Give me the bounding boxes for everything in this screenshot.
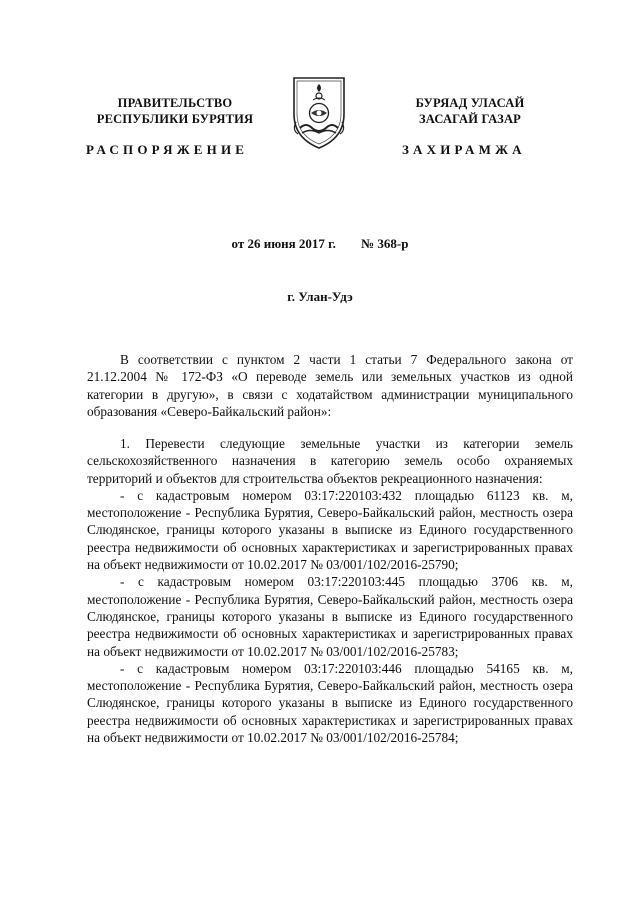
order-date: от 26 июня 2017 г. <box>231 236 336 251</box>
date-number-line <box>0 236 640 252</box>
issuer-buryat-line-1: БУРЯАД УЛАСАЙ <box>415 96 525 110</box>
parcel-3-paragraph: - с кадастровым номером 03:17:220103:446 площадью 54165 кв. м, местоположение - Республика Бурятия, Северо-Байкальский район, местность озера Слюдянское, границы которого указаны в выписке из Единого государственного реестра недвижимости об основных характеристиках и зарегистрированных правах на объект недвижимости от 10.02.2017 № 03/001/102/2016-25784; <box>87 660 573 746</box>
preamble <box>87 351 573 420</box>
doc-type-buryat: ЗАХИРАМЖА <box>402 142 526 157</box>
parcel-1-paragraph: - с кадастровым номером 03:17:220103:432 площадью 61123 кв. м, местоположение - Республика Бурятия, Северо-Байкальский район, местность озера Слюдянское, границы которого указаны в выписке из Единого государственного реестра недвижимости об основных характеристиках и зарегистрированных правах на объект недвижимости от 10.02.2017 № 03/001/102/2016-25790; <box>87 487 573 573</box>
item-1-paragraph: 1. Перевести следующие земельные участки из категории земель сельскохозяйственного назначения в категорию земель особо охраняемых территорий и объектов для строительства объектов рекреационного назначения: <box>87 436 573 486</box>
parcel-2-paragraph: - с кадастровым номером 03:17:220103:445 площадью 3706 кв. м, местоположение - Республика Бурятия, Северо-Байкальский район, местность озера Слюдянское, границы которого указаны в выписке из Единого государственного реестра недвижимости об основных характеристиках и зарегистрированных правах на объект недвижимости от 10.02.2017 № 03/001/102/2016-25783; <box>87 574 573 659</box>
issuer-buryat-line-2: ЗАСАГАЙ ГАЗАР <box>418 112 522 126</box>
doc-type-russian: РАСПОРЯЖЕНИЕ <box>86 142 249 157</box>
issuer-line-1: ПРАВИТЕЛЬСТВО <box>117 96 233 110</box>
coat-of-arms-icon <box>288 72 350 152</box>
city-name: г. Улан-Удэ <box>287 289 353 304</box>
order-number: № 368-р <box>361 236 409 251</box>
order-body <box>87 435 573 746</box>
issuer-name-russian <box>70 95 280 127</box>
preamble-paragraph: В соответствии с пунктом 2 части 1 статьи 7 Федерального закона от 21.12.2004 № 172-ФЗ «О переводе земель или земельных участков из одной категории в другую», в связи с ходатайством администрации муниципального образования «Северо-Байкальский район»: <box>87 352 573 419</box>
issuer-line-2: РЕСПУБЛИКИ БУРЯТИЯ <box>96 112 254 126</box>
issuer-name-buryat <box>370 95 570 127</box>
